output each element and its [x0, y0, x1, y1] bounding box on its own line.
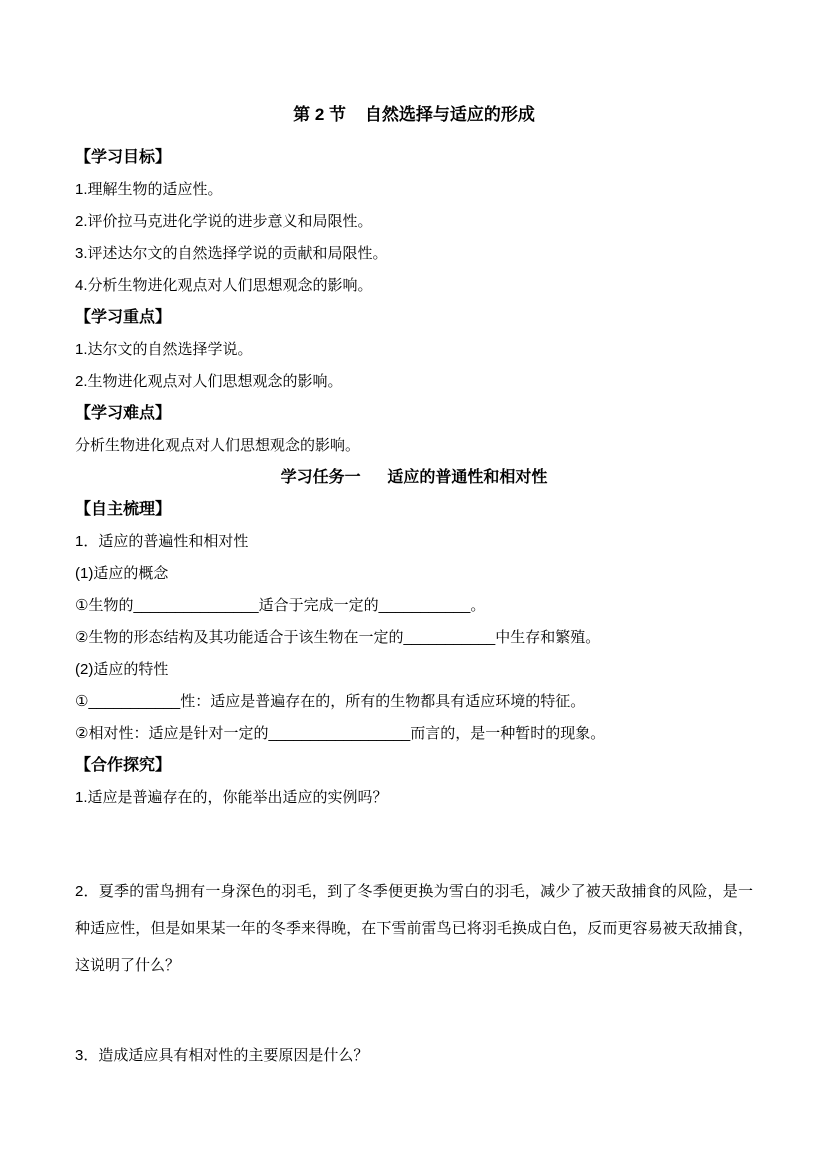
inquiry-question-2: 2．夏季的雷鸟拥有一身深色的羽毛，到了冬季便更换为雪白的羽毛，减少了被天敌捕食的风险，是一种适应性，但是如果某一年的冬季来得晚，在下雪前雷鸟已将羽毛换成白色，反而更容易被天敌捕食，这说明了什么？ [75, 883, 753, 974]
objective-item-3: 3.评述达尔文的自然选择学说的贡献和局限性。 [75, 245, 388, 262]
self-review-line-4-blank: ②生物的形态结构及其功能适合于该生物在一定的___________中生存和繁殖。 [75, 629, 601, 646]
inquiry-question-3: 3．造成适应具有相对性的主要原因是什么？ [75, 1047, 369, 1064]
task-one-title: 学习任务一 适应的普通性和相对性 [280, 469, 548, 486]
objective-item-4: 4.分析生物进化观点对人们思想观念的影响。 [75, 277, 373, 294]
doc-title: 第 2 节 自然选择与适应的形成 [293, 105, 535, 124]
objective-item-1: 1.理解生物的适应性。 [75, 181, 223, 198]
section-heading-self-review: 【自主梳理】 [75, 501, 172, 518]
self-review-line-2: (1)适应的概念 [75, 565, 169, 582]
section-heading-objectives: 【学习目标】 [75, 149, 172, 166]
section-heading-key-points: 【学习重点】 [75, 309, 172, 326]
self-review-line-5: (2)适应的特性 [75, 661, 169, 678]
key-point-item-2: 2.生物进化观点对人们思想观念的影响。 [75, 373, 343, 390]
self-review-line-7-blank: ②相对性：适应是针对一定的_________________而言的，是一种暂时的现象。 [75, 725, 606, 742]
section-heading-difficulties: 【学习难点】 [75, 405, 172, 422]
key-point-item-1: 1.达尔文的自然选择学说。 [75, 341, 253, 358]
self-review-line-6-blank: ①___________性：适应是普遍存在的，所有的生物都具有适应环境的特征。 [75, 693, 586, 710]
inquiry-question-1: 1.适应是普遍存在的，你能举出适应的实例吗？ [75, 789, 388, 806]
self-review-line-1: 1．适应的普遍性和相对性 [75, 533, 249, 550]
difficulty-item-1: 分析生物进化观点对人们思想观念的影响。 [75, 437, 361, 454]
answer-space-1 [75, 814, 753, 873]
answer-space-2 [75, 984, 753, 1040]
section-heading-cooperative-inquiry: 【合作探究】 [75, 757, 172, 774]
self-review-line-3-blank: ①生物的_______________适合于完成一定的___________。 [75, 597, 486, 614]
objective-item-2: 2.评价拉马克进化学说的进步意义和局限性。 [75, 213, 373, 230]
